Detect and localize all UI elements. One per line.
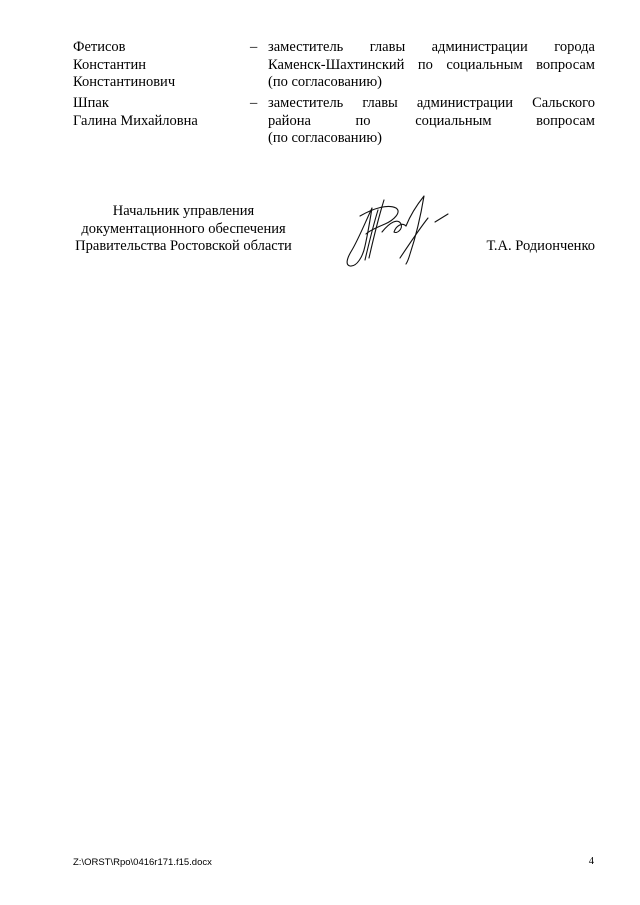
role-word: администрации	[416, 95, 514, 111]
role-word: социальным	[415, 112, 492, 129]
role-word: заместитель	[268, 39, 344, 55]
separator-dash: –	[250, 39, 258, 55]
signer-name: Т.А. Родионченко	[486, 238, 595, 254]
footer-file-path: Z:\ORST\Rpo\0416r171.f15.docx	[73, 857, 212, 868]
role-line	[268, 95, 595, 113]
role-line	[268, 39, 595, 57]
role-line-last: (по согласованию)	[268, 74, 382, 90]
role-word: по	[355, 112, 371, 129]
role-word: города	[554, 39, 595, 55]
member-name	[73, 39, 243, 92]
signer-position	[66, 203, 301, 256]
role-line	[268, 113, 595, 131]
member-role	[268, 39, 595, 92]
member-role	[268, 95, 595, 148]
role-word: Сальского	[532, 95, 595, 111]
member-name-line: Константинович	[73, 74, 176, 90]
role-word: главы	[362, 95, 398, 111]
member-name-line: Галина Михайловна	[73, 112, 198, 129]
role-word: района	[268, 112, 311, 129]
member-name-line: Шпак	[73, 95, 109, 111]
role-word: главы	[369, 39, 406, 55]
separator-dash: –	[250, 95, 258, 111]
signer-position-line: Начальник управления	[112, 203, 255, 219]
role-word: социальным	[446, 56, 523, 73]
role-word: вопросам	[536, 56, 595, 73]
role-word: Каменск-Шахтинский	[268, 56, 405, 73]
role-word: администрации	[431, 39, 528, 55]
role-word: по	[417, 56, 433, 73]
page-number: 4	[588, 856, 594, 867]
member-name-line: Константин	[73, 56, 146, 73]
role-word: заместитель	[268, 95, 344, 111]
role-line	[268, 57, 595, 75]
signer-position-line: документационного обеспечения	[81, 220, 286, 237]
role-word: вопросам	[536, 112, 595, 129]
member-name-line: Фетисов	[73, 39, 126, 55]
handwritten-signature	[338, 188, 453, 270]
signer-position-line: Правительства Ростовской области	[75, 238, 292, 254]
member-name	[73, 95, 243, 130]
role-line-last: (по согласованию)	[268, 130, 382, 146]
